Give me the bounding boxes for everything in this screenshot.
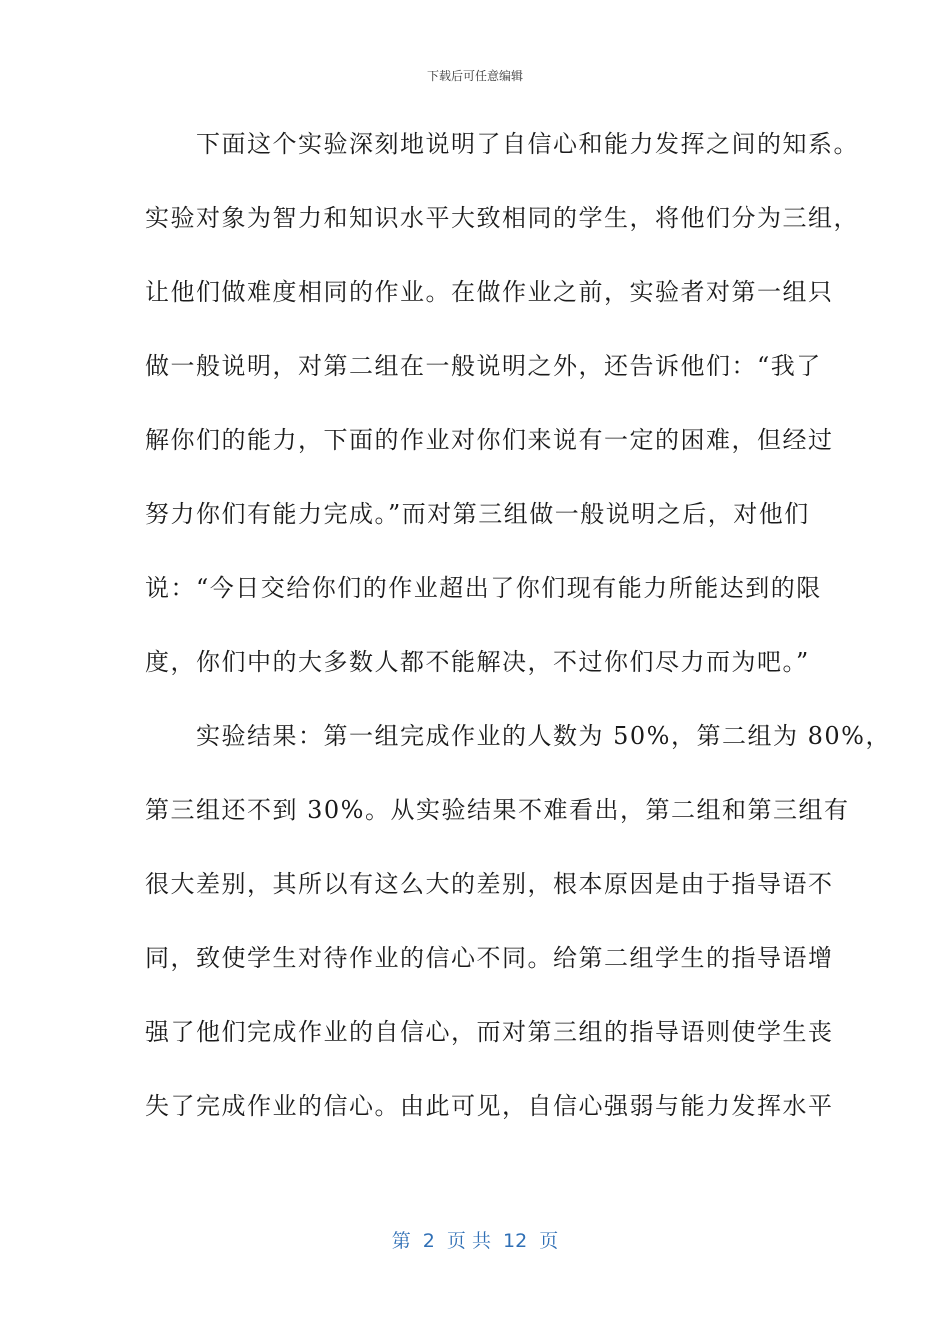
document-body xyxy=(145,124,891,1160)
text-line: 同，致使学生对待作业的信心不同。给第二组学生的指导语增 xyxy=(145,944,834,972)
text-line: 说：“今日交给你们的作业超出了你们现有能力所能达到的限 xyxy=(145,574,822,602)
download-note-header: 下载后可任意编辑 xyxy=(426,69,523,83)
text-line: 努力你们有能力完成。”而对第三组做一般说明之后，对他们 xyxy=(145,500,810,528)
text-line: 强了他们完成作业的自信心，而对第三组的指导语则使学生丧 xyxy=(145,1018,834,1046)
text-line: 做一般说明，对第二组在一般说明之外，还告诉他们：“我了 xyxy=(145,352,822,380)
text-line: 度，你们中的大多数人都不能解决，不过你们尽力而为吧。” xyxy=(145,648,810,676)
text-line: 很大差别，其所以有这么大的差别，根本原因是由于指导语不 xyxy=(145,870,834,898)
text-line: 解你们的能力，下面的作业对你们来说有一定的困难，但经过 xyxy=(145,426,834,454)
text-line: 失了完成作业的信心。由此可见，自信心强弱与能力发挥水平 xyxy=(145,1092,834,1120)
text-line: 让他们做难度相同的作业。在做作业之前，实验者对第一组只 xyxy=(145,278,834,306)
text-line: 第三组还不到 30%。从实验结果不难看出，第二组和第三组有 xyxy=(145,796,850,824)
page-number-footer: 第 2 页 共 12 页 xyxy=(391,1230,559,1252)
text-line: 实验结果：第一组完成作业的人数为 50%，第二组为 80%， xyxy=(145,722,891,750)
text-line: 下面这个实验深刻地说明了自信心和能力发挥之间的知系。 xyxy=(145,130,859,158)
text-line: 实验对象为智力和知识水平大致相同的学生，将他们分为三组， xyxy=(145,204,859,232)
